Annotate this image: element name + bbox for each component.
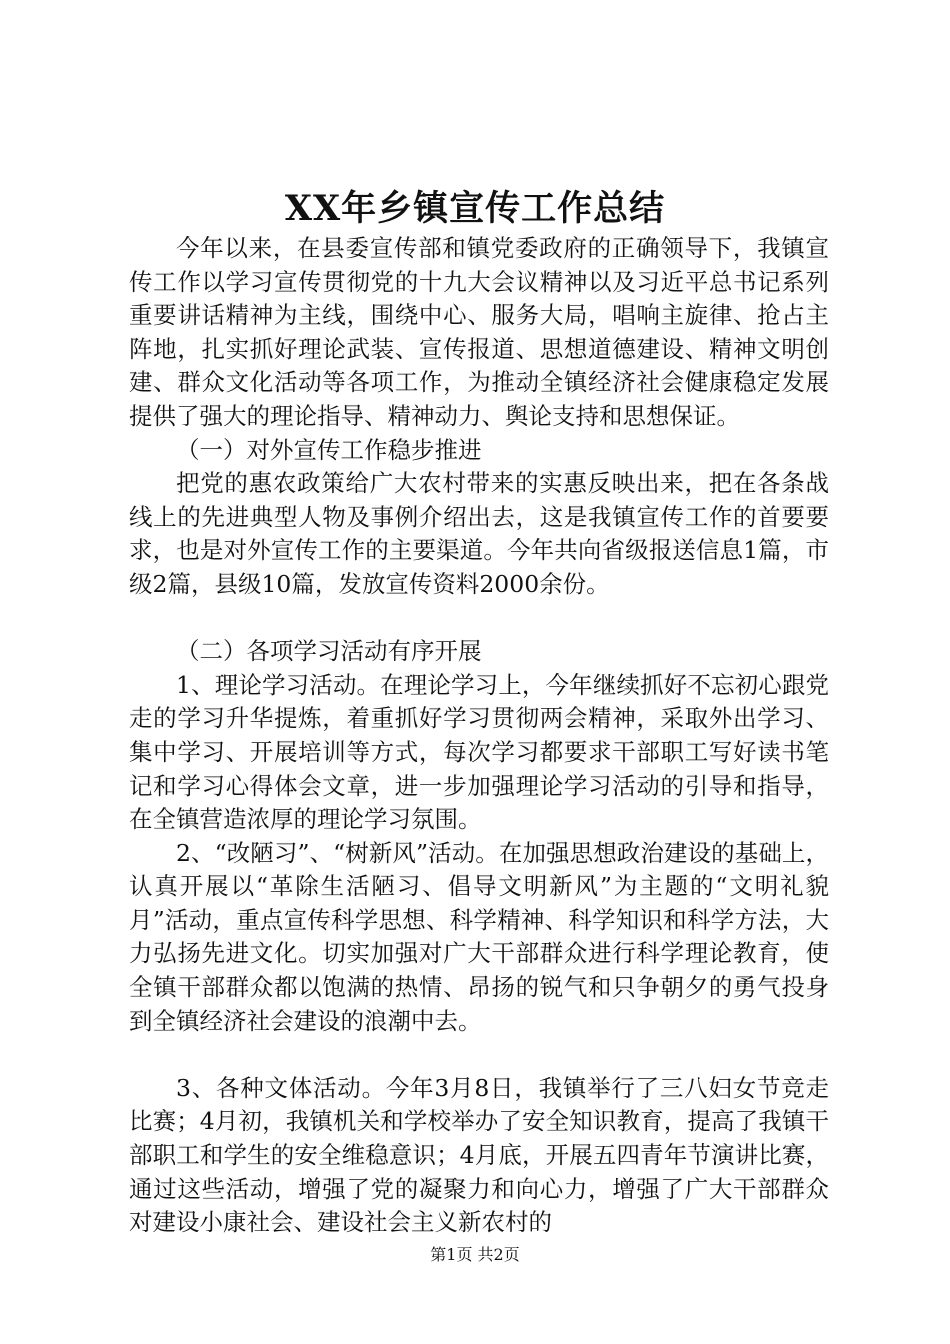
section-paragraph: 2、“改陋习”、“树新风”活动。在加强思想政治建设的基础上，认真开展以“革除生活陋习、倡导文明新风”为主题的“文明礼貌月”活动，重点宣传科学思想、科学精神、科学知识和科学方法，大力弘扬先进文化。切实加强对广大干部群众进行科学理论教育，使全镇干部群众都以饱满的热情、昂扬的锐气和只争朝夕的勇气投身到全镇经济社会建设的浪潮中去。 [129, 838, 829, 1035]
document-title: XX年乡镇宣传工作总结 [284, 188, 666, 229]
section-paragraph: 把党的惠农政策给广大农村带来的实惠反映出来，把在各条战线上的先进典型人物及事例介绍出去，这是我镇宣传工作的首要要求，也是对外宣传工作的主要渠道。今年共向省级报送信息1篇，市级2篇，县级10篇，发放宣传资料2000余份。 [129, 469, 829, 598]
section-heading: （一）对外宣传工作稳步推进 [176, 435, 482, 464]
blank-line [129, 1038, 829, 1072]
section-paragraph: 1、理论学习活动。在理论学习上，今年继续抓好不忘初心跟党走的学习升华提炼，着重抓好学习贯彻两会精神，采取外出学习、集中学习、开展培训等方式，每次学习都要求干部职工写好读书笔记和学习心得体会文章，进一步加强理论学习活动的引导和指导，在全镇营造浓厚的理论学习氛围。 [129, 670, 829, 834]
document-body [129, 232, 829, 1240]
section-paragraph: 3、各种文体活动。今年3月8日，我镇举行了三八妇女节竞走比赛；4月初，我镇机关和学校举办了安全知识教育，提高了我镇干部职工和学生的安全维稳意识；4月底，开展五四青年节演讲比赛，通过这些活动，增强了党的凝聚力和向心力，增强了广大干部群众对建设小康社会、建设社会主义新农村的 [129, 1073, 829, 1237]
page-footer: 第1页 共2页 [430, 1245, 520, 1264]
intro-paragraph: 今年以来，在县委宣传部和镇党委政府的正确领导下，我镇宣传工作以学习宣传贯彻党的十九大会议精神以及习近平总书记系列重要讲话精神为主线，围绕中心、服务大局，唱响主旋律、抢占主阵地，扎实抓好理论武装、宣传报道、思想道德建设、精神文明创建、群众文化活动等各项工作，为推动全镇经济社会健康稳定发展提供了强大的理论指导、精神动力、舆论支持和思想保证。 [129, 234, 829, 430]
blank-line [129, 602, 829, 636]
section-heading: （二）各项学习活动有序开展 [176, 637, 482, 666]
